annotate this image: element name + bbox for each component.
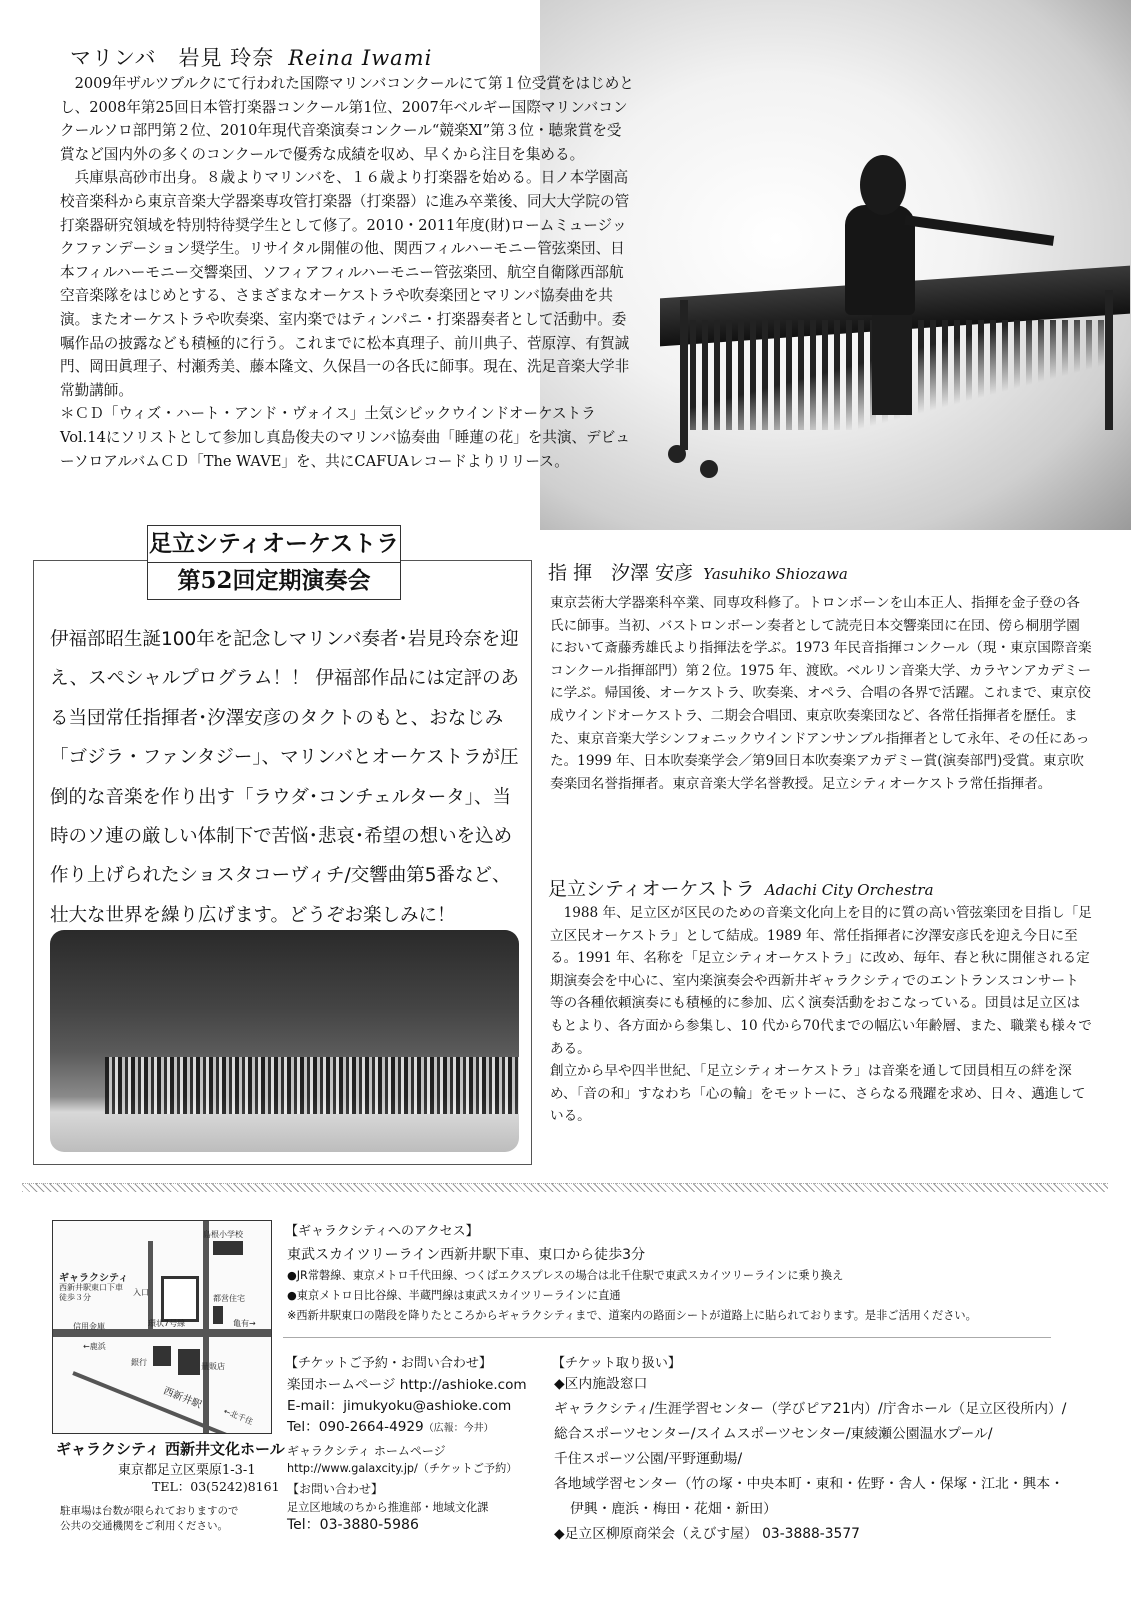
galax-homepage-link[interactable]: http://www.galaxcity.jp/（チケットご予約） [287,1462,518,1475]
outlet-line: 各地域学習センター（竹の塚・中央本町・東和・佐野・舎人・保塚・江北・興本・ [554,1476,1064,1492]
bio-paragraph: 兵庫県高砂市出身。８歳よりマリンバを、１６歳より打楽器を始める。日ノ本学園高校音楽科から東京音楽大学器楽専攻管打楽器（打楽器）に進み卒業後、同大大学院の管打楽器研究領域を特別特待奨学生として修了。2010・2011年度(財)ロームミュージックファンデーション奨学生。リサイタル開催の他、関西フィルハーモニー管弦楽団、日本フィルハーモニー交響楽団、ソフィアフィルハーモニー管弦楽団、航空自衛隊西部航空音楽隊をはじめとする、さまざまなオーケストラや吹奏楽団とマリンバ協奏曲を共演。またオーケストラや吹奏楽、室内楽ではティンパニ・打楽器奏者として活動中。委嘱作品の披露なども積極的に行う。これまでに松本真理子、前川典子、菅原淳、有賀誠門、岡田眞理子、村瀬秀美、藤本隆文、久保昌一の各氏に師事。現在、洗足音楽大学非常勤講師。 [60,169,630,399]
orchestra-homepage-link[interactable]: 楽団ホームページ http://ashioke.com [287,1377,527,1393]
orchestra-photo [50,930,519,1152]
orchestra-heading [548,874,934,901]
map-label-route: 環状7号線 [148,1319,186,1328]
inquiry-heading: 【お問い合わせ】 [287,1482,384,1496]
outlets-section: ◆足立区柳原商栄会（えびす屋） 03-3888-3577 [554,1526,860,1542]
map-label-venue: ギャラクシティ [59,1273,129,1284]
venue-building [161,1276,199,1322]
venue-tel: TEL：03(5242)8161 [152,1479,280,1494]
soloist-heading [70,42,432,72]
access-line: 東武スカイツリーライン西新井駅下車、東口から徒歩3分 [287,1247,646,1263]
outlet-line: ギャラクシティ/生涯学習センター（学びピア21内）/庁舎ホール（足立区役所内）/ [554,1401,1067,1417]
conductor-heading [548,558,848,585]
divider [283,1337,1051,1338]
inquiry-org: 足立区地域のちから推進部・地域文化課 [287,1501,489,1514]
soloist-name-jp: マリンバ 岩見 玲奈 [70,46,275,70]
venue-address: 東京都足立区栗原1-3-1 [118,1463,256,1478]
outlet-line: 伊興・鹿浜・梅田・花畑・新田） [570,1501,777,1517]
map-label-school: 島根小学校 [203,1230,243,1239]
orchestra-phone [287,1418,494,1439]
access-line: ●東京メトロ日比谷線、半蔵門線は東武スカイツリーラインに直通 [287,1289,621,1302]
section-divider [22,1183,1108,1192]
orchestra-paragraph: 1988 年、足立区が区民のための音楽文化向上を目的に質の高い管弦楽団を目指し「足立区民オーケストラ」として結成。1989 年、常任指揮者に汐澤安彦氏を迎え今日に至る。1991 年、名称を「足立シティオーケストラ」に改め、毎年、春と秋に開催される定期演奏会を中心に、室内楽演奏会や西新井ギャラクシティでのエントランスコンサート等の各種依頼演奏にも積極的に参加、広く演奏活動をおこなっている。団員は足立区はもとより、各方面から参集し、10 代から70代までの幅広い年齢層、また、職業も様々である。 [550,905,1092,1057]
map-label-housing: 都営住宅 [213,1294,245,1303]
map-label-bank2: 銀行 [131,1358,147,1367]
marimba-frame [680,300,688,450]
outlet-line: 千住スポーツ公園/平野運動場/ [554,1451,743,1467]
school-building [213,1241,243,1255]
store-building [178,1349,200,1375]
concert-banner-title: 第52回定期演奏会 [147,562,401,600]
soloist-bio [60,72,635,473]
orchestra-name-en: Adachi City Orchestra [764,881,934,899]
orchestra-name-jp: 足立シティオーケストラ [548,878,755,900]
venue-name: ギャラクシティ 西新井文化ホール [56,1440,285,1458]
marimba-wheel [668,445,686,463]
orchestra-paragraph: 創立から早や四半世紀、「足立シティオーケストラ」は音楽を通して団員相互の絆を深め、「音の和」すなわち「心の輪」をモットーに、さらなる飛躍を求め、日々、邁進している。 [550,1063,1086,1125]
map-label-exit: 西新井駅東口下車 徒歩３分 [59,1283,123,1302]
marimba-wheel [700,460,718,478]
orchestra-bio [550,902,1092,1128]
concert-description: 伊福部昭生誕100年を記念しマリンバ奏者･岩見玲奈を迎え、スペシャルプログラム！！ 伊福部作品には定評のある当団常任指揮者･汐澤安彦のタクトのもと、おなじみ「ゴジラ・ファンタジー」、マリンバとオーケストラが圧倒的な音楽を作り出す「ラウダ･コンチェルタータ」、当時のソ連の厳しい体制下で苦悩･悲哀･希望の想いを込め作り上げられたショスタコーヴィチ/交響曲第5番など、壮大な世界を繰り広げます。どうぞお楽しみに！ [50,629,519,926]
map-label-bank: 信用金庫 [73,1322,105,1331]
conductor-bio [550,592,1092,795]
conductor-name-jp: 指 揮 汐澤 安彦 [548,562,694,584]
bank-building [153,1346,171,1366]
soloist-figure [872,315,912,415]
marimba-frame [1105,290,1113,430]
map-label-store: 量販店 [201,1362,225,1371]
bio-paragraph: ＊ＣＤ「ウィズ・ハート・アンド・ヴォイス」土気シビックウインドオーケストラVol.14にソリストとして参加し真島俊夫のマリンバ協奏曲「睡蓮の花」を共演、デビューソロアルバムＣＤ「The WAVE」を、共にCAFUAレコードよりリリース。 [60,405,630,470]
parking-note: 駐車場は台数が限られておりますので 公共の交通機関をご利用ください。 [60,1505,239,1532]
soloist-name-en: Reina Iwami [288,46,433,70]
galax-homepage-label: ギャラクシティ ホームページ [287,1444,446,1458]
outlets-section: ◆区内施設窓口 [554,1376,648,1392]
map-label-station: 西新井駅 [161,1385,203,1411]
map-label-entrance: 入口 [133,1288,149,1297]
access-line: ●JR常磐線、東京メトロ千代田線、つくばエクスプレスの場合は北千住駅で東武スカイツリーラインに乗り換え [287,1269,844,1282]
soloist-head [860,155,906,215]
map-label-shikahama: ←鹿浜 [83,1342,106,1351]
tickets-heading: 【チケットご予約・お問い合わせ】 [285,1356,492,1371]
map-label-kameari: 亀有→ [233,1319,256,1328]
orchestra-email-link[interactable]: E-mail：jimukyoku@ashioke.com [287,1398,512,1414]
access-note: ※西新井駅東口の階段を降りたところからギャラクシティまで、道案内の路面シートが道路上に貼られております。是非ご活用ください。 [287,1309,977,1322]
inquiry-phone[interactable]: Tel：03-3880-5986 [287,1517,419,1533]
phone-note: （広報：今井） [423,1423,494,1434]
map-road [203,1221,209,1433]
outlets-heading: 【チケット取り扱い】 [552,1356,681,1371]
access-heading: 【ギャラクシティへのアクセス】 [285,1224,479,1239]
access-map [52,1220,272,1434]
bio-paragraph: 2009年ザルツブルクにて行われた国際マリンバコンクールにて第１位受賞をはじめとし、2008年第25回日本管打楽器コンクール第1位、2007年ベルギー国際マリンバコンクールソロ部門第２位、2010年現代音楽演奏コンクール“競楽Ⅺ”第３位・聴衆賞を受賞など国内外の多くのコンクールで優秀な成績を収め、早くから注目を集める。 [60,75,634,163]
housing-building [213,1306,223,1324]
concert-banner-orchestra: 足立シティオーケストラ [147,525,401,563]
map-railway [72,1371,250,1434]
map-label-senju: ←北千住 [222,1406,255,1427]
phone-number[interactable]: Tel：090-2664-4929 [287,1419,424,1435]
outlet-line: 総合スポーツセンター/スイムスポーツセンター/東綾瀬公園温水プール/ [554,1426,993,1442]
conductor-text: 東京芸術大学器楽科卒業、同専攻科修了。トロンボーンを山本正人、指揮を金子登の各氏に師事。当初、バストロンボーン奏者として読売日本交響楽団に在団、傍ら桐朋学園において斎藤秀雄氏より指揮法を学ぶ。1973 年民音指揮コンクール（現・東京国際音楽コンクール指揮部門）第２位。1975 年、渡欧。ベルリン音楽大学、カラヤンアカデミーに学ぶ。帰国後、オーケストラ、吹奏楽、オペラ、合唱の各界で活躍。これまで、東京佼成ウインドオーケストラ、二期会合唱団、東京吹奏楽団など、各常任指揮者を歴任。また、東京音楽大学シンフォニックウインドアンサンブル指揮者として永年、その任にあった。1999 年、日本吹奏楽学会／第9回日本吹奏楽アカデミー賞(演奏部門)受賞。東京吹奏楽団名誉指揮者。東京音楽大学名誉教授。足立シティオーケストラ常任指揮者。 [550,595,1092,792]
conductor-name-en: Yasuhiko Shiozawa [703,565,848,583]
orchestra-members [105,1057,519,1115]
